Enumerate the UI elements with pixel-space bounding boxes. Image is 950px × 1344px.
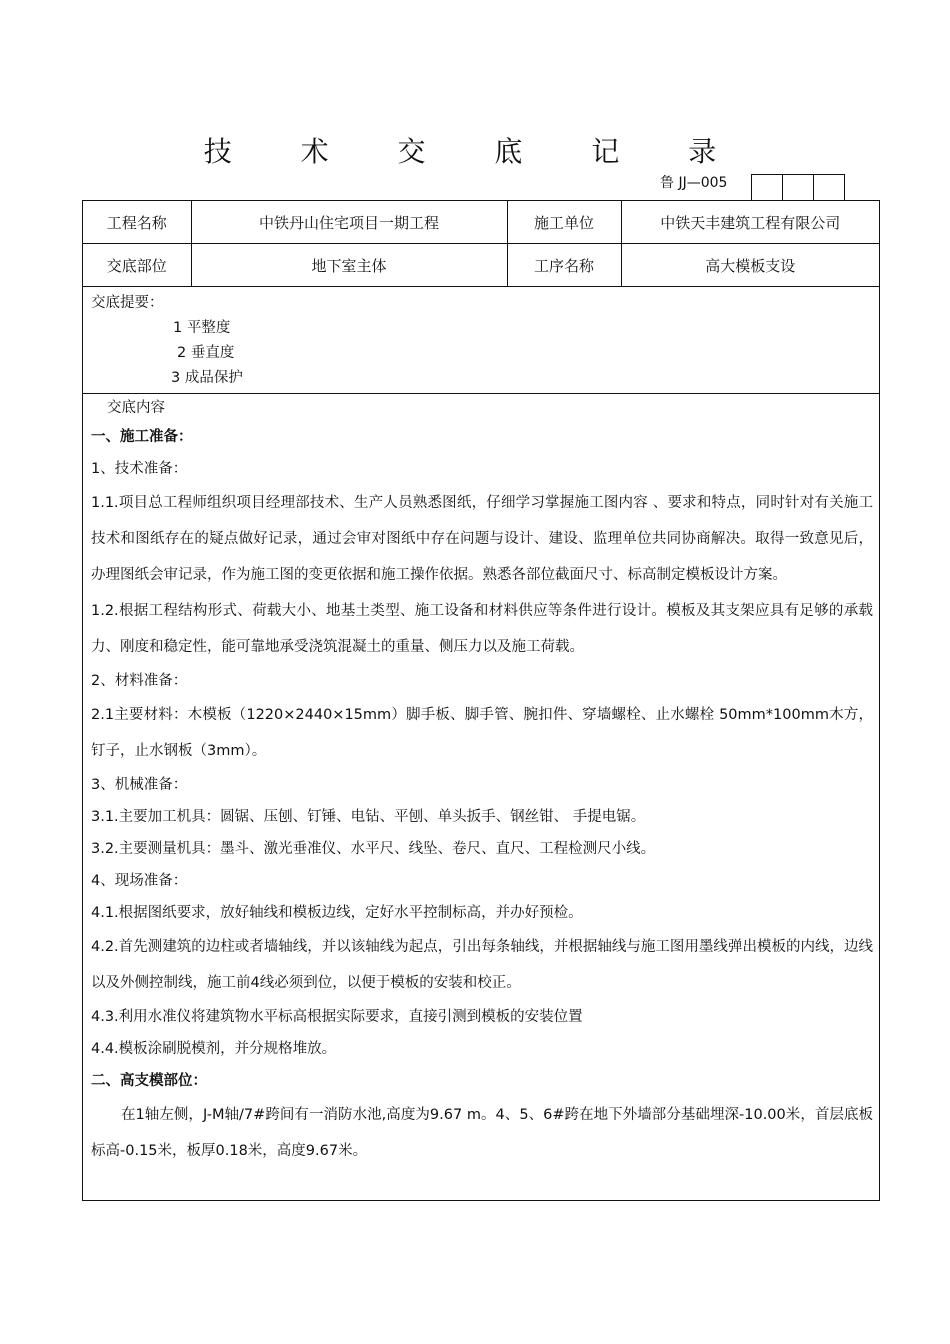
content-label: 交底内容: [107, 400, 165, 416]
paragraph-1-1: 1.1.项目总工程师组织项目经理部技术、生产人员熟悉图纸，仔细学习掌握施工图内容 、要求和特点，同时针对有关施工技术和图纸存在的疑点做好记录，通过会审对图纸中存在问题与设计、建设、监理单位共同协商解决。取得一致意见后，办理图纸会审记录，作为施工图的变更依据和施工操作依据。熟悉各部位截面尺寸、标高制定模板设计方案。: [91, 495, 873, 583]
section-construction-prep: 一、施工准备：: [91, 429, 193, 445]
subsection-site: 4、现场准备：: [91, 873, 188, 889]
paragraph-3-2: 3.2.主要测量机具：墨斗、激光垂准仪、水平尺、线坠、卷尺、直尺、工程检测尺小线。: [91, 841, 656, 857]
summary-label: 交底提要：: [91, 295, 164, 311]
paragraph-2-1: 2.1主要材料：木模板（1220×2440×15mm）脚手板、脚手管、腕扣件、穿墙螺栓、止水螺栓 50mm*100mm木方，钉子，止水钢板（3mm）。: [91, 707, 873, 759]
label-process-name: 工序名称: [507, 244, 621, 287]
label-disclosure-part: 交底部位: [83, 244, 191, 287]
construction-unit: 中铁天丰建筑工程有限公司: [621, 201, 879, 244]
record-sheet: [82, 200, 880, 1201]
content-area: [83, 287, 879, 1169]
process-name: 高大模板支设: [621, 244, 879, 287]
subsection-materials: 2、材料准备：: [91, 673, 188, 689]
paragraph-3-1: 3.1.主要加工机具：圆锯、压刨、钉锤、电钻、平刨、单头扳手、钢丝钳、 手提电锯。: [91, 809, 646, 825]
document-title: 技 术 交 底 记 录: [203, 135, 747, 168]
label-project-name: 工程名称: [83, 201, 191, 244]
paragraph-1-2: 1.2.根据工程结构形式、荷载大小、地基土类型、施工设备和材料供应等条件进行设计。模板及其支架应具有足够的承载力、刚度和稳定性，能可靠地承受浇筑混凝土的重量、侧压力以及施工荷载。: [91, 603, 873, 655]
summary-item: 2 垂直度: [177, 345, 235, 361]
section-high-formwork: 二、高支模部位：: [91, 1073, 207, 1089]
paragraph-4-4: 4.4.模板涂刷脱模剂，并分规格堆放。: [91, 1041, 337, 1057]
paragraph-4-1: 4.1.根据图纸要求，放好轴线和模板边线，定好水平控制标高，并办好预检。: [91, 905, 583, 921]
paragraph-high-formwork: 在1轴左侧，J-M轴/7#跨间有一消防水池,高度为9.67 m。4、5、6#跨在地下外墙部分基础埋深-10.00米，首层底板标高-0.15米，板厚0.18米，高度9.67米。: [91, 1107, 873, 1159]
subsection-machinery: 3、机械准备：: [91, 777, 188, 793]
disclosure-part: 地下室主体: [191, 244, 507, 287]
paragraph-4-2: 4.2.首先测建筑的边柱或者墙轴线，并以该轴线为起点，引出每条轴线，并根据轴线与施工图用墨线弹出模板的内线，边线以及外侧控制线，施工前4线必须到位，以便于模板的安装和校正。: [91, 939, 873, 991]
project-name: 中铁丹山住宅项目一期工程: [191, 201, 507, 244]
paragraph-4-3: 4.3.利用水准仪将建筑物水平标高根据实际要求，直接引测到模板的安装位置: [91, 1009, 583, 1025]
code-box: [752, 175, 782, 201]
code-boxes: [751, 174, 845, 201]
summary-item: 3 成品保护: [83, 366, 879, 394]
header-row-project: [83, 201, 879, 244]
document-code: 鲁 JJ—005: [660, 175, 728, 191]
header-table: [83, 201, 879, 287]
summary-item: 1 平整度: [173, 320, 231, 336]
subsection-technical: 1、技术准备：: [91, 461, 188, 477]
label-construction-unit: 施工单位: [507, 201, 621, 244]
code-box: [813, 175, 844, 201]
header-row-part: [83, 244, 879, 287]
code-box: [782, 175, 813, 201]
